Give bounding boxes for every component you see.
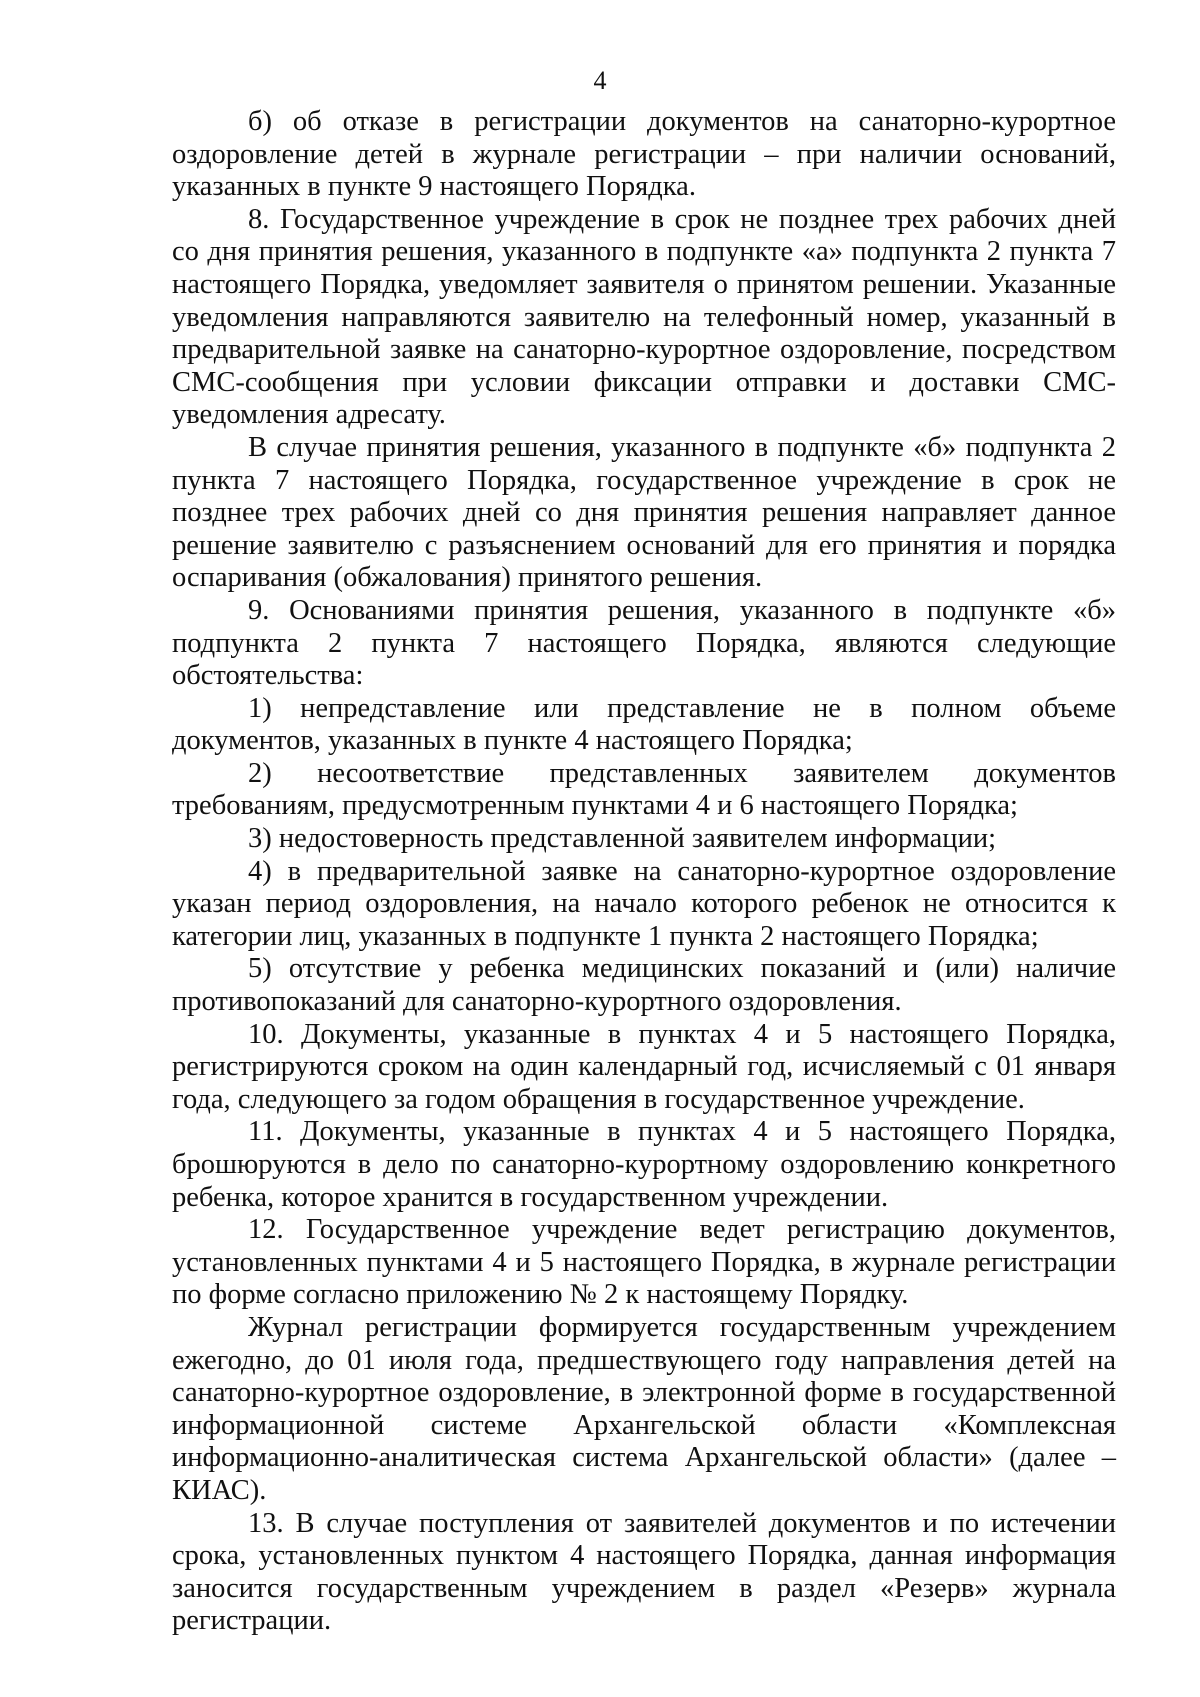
paragraph-9-ground-1: 1) непредставление или представление не в полном объеме документов, указанных в пункте 4 настоящего Порядка; xyxy=(172,692,1116,757)
paragraph-11-case-file: 11. Документы, указанные в пунктах 4 и 5 настоящего Порядка, брошюруются в дело по санаторно-курортному оздоровлению конкретного ребенка, которое хранится в государственном учреждении. xyxy=(172,1116,1116,1213)
paragraph-9-ground-4: 4) в предварительной заявке на санаторно-курортное оздоровление указан период оздоровления, на начало которого ребенок не относится к категории лиц, указанных в подпункте 1 пункта 2 настоящего Порядка; xyxy=(172,855,1116,952)
page-number: 4 xyxy=(593,66,607,95)
paragraph-12-register-journal: 12. Государственное учреждение ведет регистрацию документов, установленных пунктами 4 и 5 настоящего Порядка, в журнале регистрации по форме согласно приложению № 2 к настоящему Порядку. xyxy=(172,1214,1116,1311)
paragraph-9-ground-3: 3) недостоверность представленной заявителем информации; xyxy=(248,823,996,855)
document-body xyxy=(172,106,1116,1638)
paragraph-12-journal-formation: Журнал регистрации формируется государственным учреждением ежегодно, до 01 июля года, предшествующего году направления детей на санаторно-курортное оздоровление, в электронной форме в государственной информационной системе Архангельской области «Комплексная информационно-аналитическая система Архангельской области» (далее – КИАС). xyxy=(172,1311,1116,1506)
paragraph-9-grounds: 9. Основаниями принятия решения, указанного в подпункте «б» подпункта 2 пункта 7 настоящего Порядка, являются следующие обстоятельства: xyxy=(172,594,1116,692)
paragraph-9-ground-2: 2) несоответствие представленных заявителем документов требованиям, предусмотренным пунктами 4 и 6 настоящего Порядка; xyxy=(172,757,1116,822)
paragraph-8-notification: 8. Государственное учреждение в срок не позднее трех рабочих дней со дня принятия решения, указанного в подпункте «а» подпункта 2 пункта 7 настоящего Порядка, уведомляет заявителя о принятом решении. Указанные уведомления направляются заявителю на телефонный номер, указанный в предварительной заявке на санаторно-курортное оздоровление, посредством СМС-сообщения при условии фиксации отправки и доставки СМС-уведомления адресату. xyxy=(172,203,1116,431)
paragraph-13-reserve: 13. В случае поступления от заявителей документов и по истечении срока, установленных пунктом 4 настоящего Порядка, данная информация заносится государственным учреждением в раздел «Резерв» журнала регистрации. xyxy=(172,1507,1116,1637)
paragraph-8-refusal-case: В случае принятия решения, указанного в подпункте «б» подпункта 2 пункта 7 настоящего Порядка, государственное учреждение в срок не позднее трех рабочих дней со дня принятия решения направляет данное решение заявителю с разъяснением оснований для его принятия и порядка оспаривания (обжалования) принятого решения. xyxy=(172,431,1116,594)
paragraph-item-b-refusal: б) об отказе в регистрации документов на санаторно-курортное оздоровление детей в журнале регистрации – при наличии оснований, указанных в пункте 9 настоящего Порядка. xyxy=(172,106,1116,203)
paragraph-10-registration-term: 10. Документы, указанные в пунктах 4 и 5 настоящего Порядка, регистрируются сроком на один календарный год, исчисляемый с 01 января года, следующего за годом обращения в государственное учреждение. xyxy=(172,1018,1116,1115)
paragraph-9-ground-5: 5) отсутствие у ребенка медицинских показаний и (или) наличие противопоказаний для санаторно-курортного оздоровления. xyxy=(172,953,1116,1018)
